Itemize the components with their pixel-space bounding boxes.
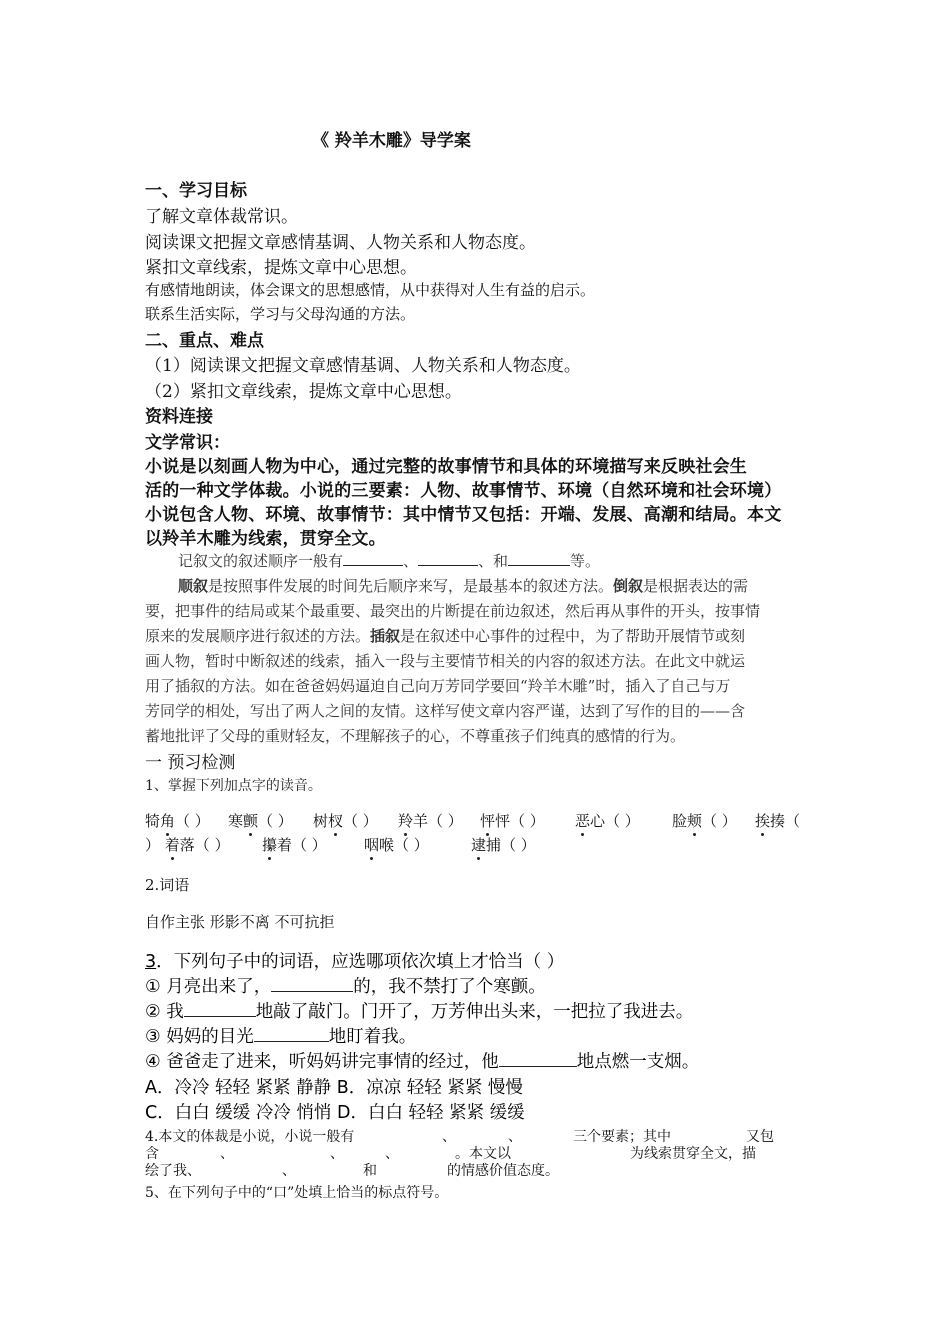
word-item: 寒颤（ ） — [228, 812, 293, 830]
question-2-words: 自作主张 形影不离 不可抗拒 — [145, 913, 335, 931]
literature-line: 活的一种文学体裁。小说的三要素：人物、故事情节、环境（自然环境和社会环境） — [145, 481, 782, 501]
question-2: 2.词语 — [145, 876, 190, 894]
question-4-line: 含 、 、 、 。本文以 为线索贯穿全文，描 — [145, 1146, 756, 1162]
blank[interactable] — [254, 1027, 329, 1042]
question-3: 3．下列句子中的词语，应选哪项依次填上才恰当（ ） — [145, 952, 565, 972]
literature-line: 小说包含人物、环境、故事情节：其中情节又包括：开端、发展、高潮和结局。本文 — [145, 505, 782, 525]
word-item: 犄角（ ） — [145, 812, 210, 830]
blank[interactable] — [343, 551, 403, 566]
page-title: 《 羚羊木雕》导学案 — [312, 131, 471, 151]
blank[interactable] — [418, 551, 478, 566]
goal-item: 联系生活实际，学习与父母沟通的方法。 — [145, 305, 416, 323]
question-3-sentence: ① 月亮出来了， 的，我不禁打了个寒颤。 — [145, 977, 546, 997]
narration-paragraph-line: 芳同学的相处，写出了两人之间的友情。这样写使文章内容严谨，达到了写作的目的——含 — [145, 702, 746, 720]
key-item: （2）紧扣文章线索，提炼文章中心思想。 — [145, 382, 462, 402]
preview-heading: 一 预习检测 — [145, 753, 236, 773]
literature-subheading: 文学常识： — [145, 433, 230, 453]
goal-item: 有感情地朗读，体会课文的思想感情，从中获得对人生有益的启示。 — [145, 281, 596, 299]
goal-item: 阅读课文把握文章感情基调、人物关系和人物态度。 — [145, 233, 536, 253]
goal-item: 了解文章体裁常识。 — [145, 207, 298, 227]
question-4-line: 绘了我、 、 和 的情感价值态度。 — [145, 1163, 559, 1179]
word-item: 树杈（ ） — [313, 812, 378, 830]
word-item: 逮捕（ ） — [471, 836, 536, 854]
word-item: ） 着落（ ） — [145, 836, 230, 854]
narration-paragraph-line: 用了插叙的方法。如在爸爸妈妈逼迫自己向万芳同学要回“羚羊木雕”时，插入了自己与万 — [145, 677, 731, 695]
narration-paragraph-line: 要，把事件的结局或某个最重要、最突出的片断提在前边叙述，然后再从事件的开头，按事情 — [145, 602, 761, 620]
word-item: 攥着（ ） — [262, 836, 327, 854]
narration-paragraph-line: 蓄地批评了父母的重财轻友，不理解孩子的心，不尊重孩子们纯真的感情的行为。 — [145, 727, 686, 745]
word-item: 咽喉（ ） — [364, 836, 429, 854]
question-3-sentence: ④ 爸爸走了进来，听妈妈讲完事情的经过，他 地点燃一支烟。 — [145, 1052, 700, 1072]
word-item: 怦怦（ ） — [480, 812, 545, 830]
blank[interactable] — [271, 977, 353, 992]
question-4-line: 4.本文的体裁是小说，小说一般有 、 、 三个要素；其中 又包 — [145, 1129, 774, 1145]
resource-heading: 资料连接 — [145, 407, 213, 427]
word-item: 羚羊（ ） — [398, 812, 463, 830]
word-item: 挨揍（ — [755, 812, 801, 830]
goal-item: 紧扣文章线索，提炼文章中心思想。 — [145, 258, 417, 278]
question-1: 1、掌握下列加点字的读音。 — [145, 778, 322, 794]
narration-paragraph-line: 原来的发展顺序进行叙述的方法。插叙是在叙述中心事件的过程中，为了帮助开展情节或刻 — [145, 627, 746, 645]
narration-paragraph-line: 画人物，暂时中断叙述的线索，插入一段与主要情节相关的内容的叙述方法。在此文中就运 — [145, 652, 746, 670]
word-item: 脸颊（ ） — [672, 812, 737, 830]
blank[interactable] — [499, 1052, 577, 1067]
literature-line: 小说是以刻画人物为中心，通过完整的故事情节和具体的环境描写来反映社会生 — [145, 457, 747, 477]
question-3-options: C．白白 缓缓 冷冷 悄悄 D．白白 轻轻 紧紧 缓缓 — [145, 1103, 525, 1123]
question-3-options: A．冷冷 轻轻 紧紧 静静 B．凉凉 轻轻 紧紧 慢慢 — [145, 1078, 523, 1098]
narration-order-line: 记叙文的叙述顺序一般有 、 、和 等。 — [178, 552, 601, 570]
word-item: 恶心（ ） — [575, 812, 640, 830]
question-3-sentence: ③ 妈妈的目光 地盯着我。 — [145, 1027, 417, 1047]
narration-paragraph-line: 顺叙是按照事件发展的时间先后顺序来写，是最基本的叙述方法。倒叙是根据表达的需 — [178, 577, 749, 595]
key-heading: 二、重点、难点 — [145, 331, 264, 351]
literature-line: 以羚羊木雕为线索，贯穿全文。 — [145, 529, 386, 549]
blank[interactable] — [508, 551, 570, 566]
goals-heading: 一、学习目标 — [145, 181, 247, 201]
question-3-sentence: ② 我 地敲了敲门。门开了，万芳伸出头来，一把拉了我进去。 — [145, 1002, 694, 1022]
blank[interactable] — [184, 1002, 256, 1017]
key-item: （1）阅读课文把握文章感情基调、人物关系和人物态度。 — [145, 356, 581, 376]
question-5: 5、在下列句子中的“口”处填上恰当的标点符号。 — [145, 1185, 449, 1201]
